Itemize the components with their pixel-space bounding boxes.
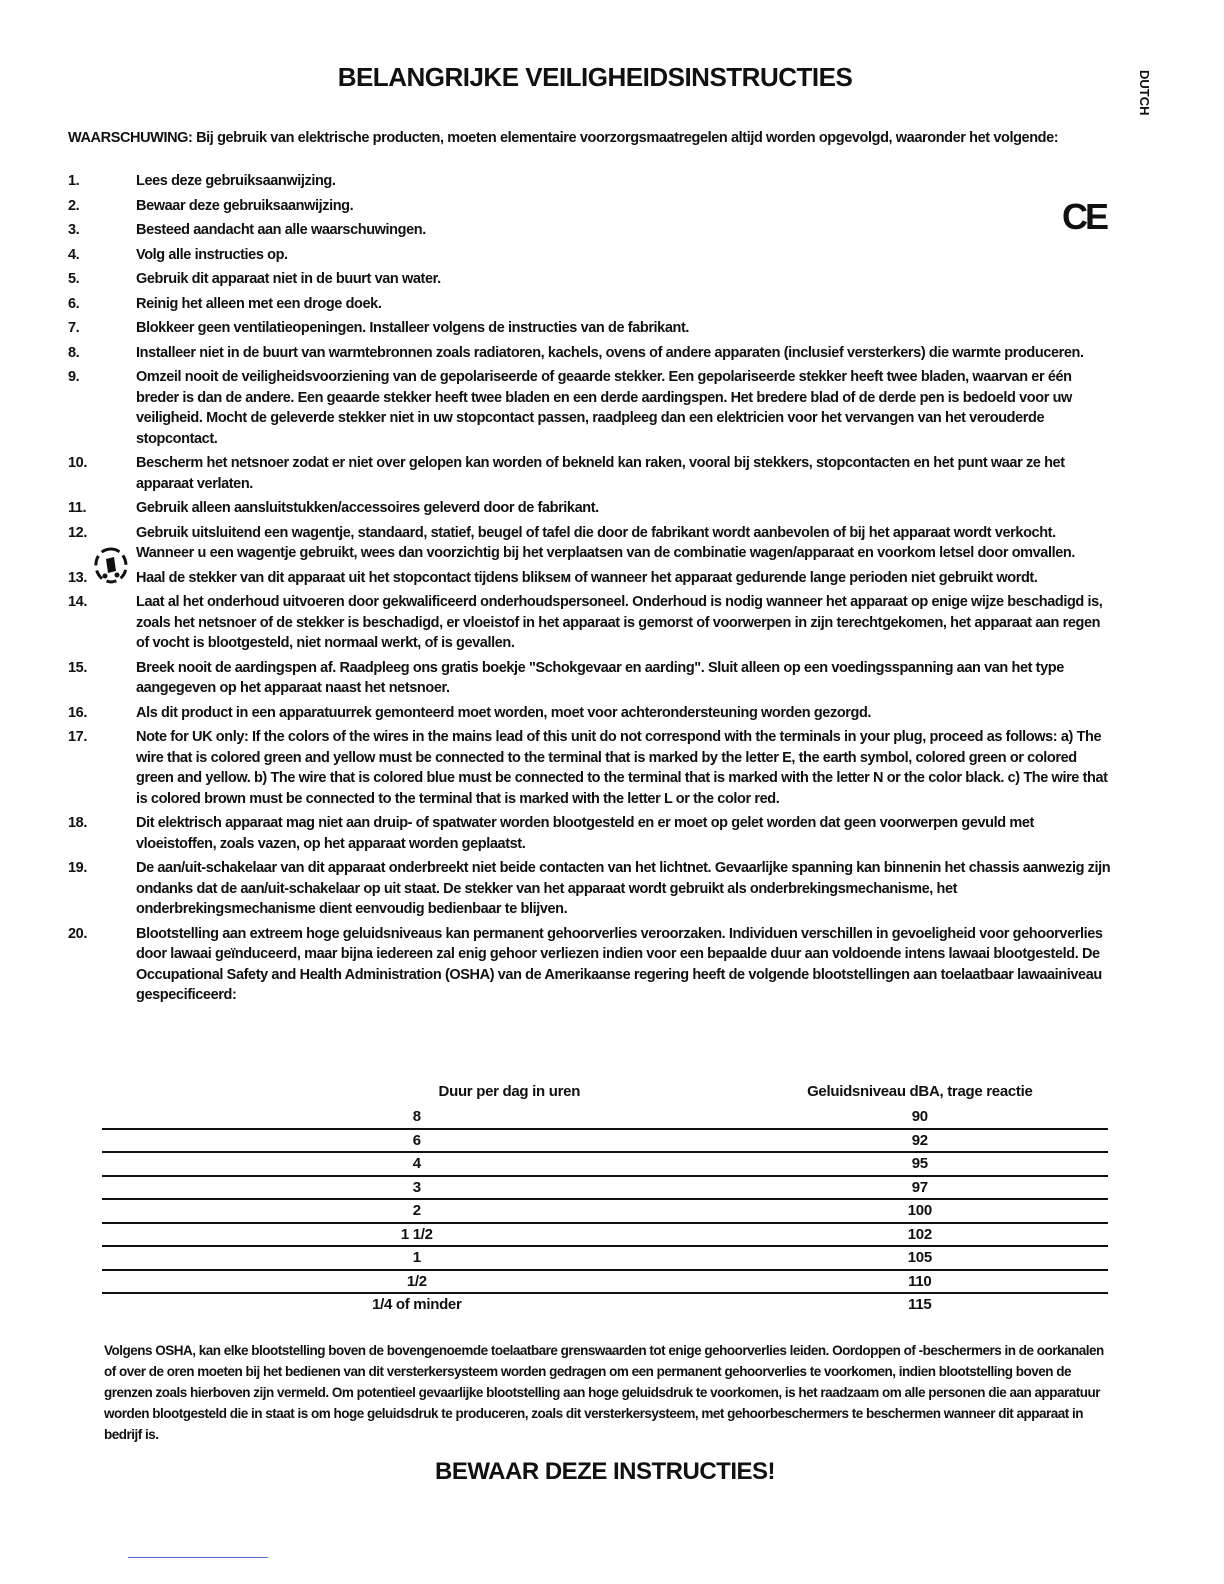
sound-level-cell: 97	[732, 1176, 1108, 1200]
list-item-text: Besteed aandacht aan alle waarschuwingen.	[136, 222, 426, 238]
list-item-number: 18.	[68, 815, 87, 831]
list-item-text: Breek nooit de aardingspen af. Raadpleeg ons gratis boekje "Schokgevaar en aarding". Sluit alleen op een voedingsspanning aan van het type aangegeven op het apparaat naast het netsnoer.	[136, 659, 1064, 696]
list-item-text: De aan/uit-schakelaar van dit apparaat onderbreekt niet beide contacten van het lichtnet. Gevaarlijke spanning kan binnenin het chassis aanwezig zijn ondanks dat de aan/uit-schakelaar op uit staat. De stekker van het apparaat wordt gebruikt als onderbrekingsmechanisme, het onderbrekingsmechanisme dient eenvoudig bedienbaar te blijven.	[136, 860, 1111, 917]
list-item-number: 20.	[68, 925, 87, 942]
table-row	[102, 1106, 1108, 1129]
list-item-number: 15.	[68, 659, 87, 676]
page-title: BELANGRIJKE VEILIGHEIDSINSTRUCTIES	[337, 62, 853, 92]
sound-level-cell: 92	[732, 1129, 1108, 1153]
language-label: DUTCH	[1137, 70, 1152, 116]
list-item-text: Reinig het alleen met een droge doek.	[136, 295, 382, 312]
save-instructions-title: BEWAAR DEZE INSTRUCTIES!	[434, 1458, 775, 1485]
list-item	[68, 294, 1113, 315]
list-item	[68, 367, 1113, 449]
list-item-text: Lees deze gebruiksaanwijzing.	[136, 173, 336, 189]
list-item	[68, 924, 1113, 1006]
list-item-text: Als dit product in een apparatuurrek gemonteerd moet worden, moet voor achterondersteuning worden gezorgd.	[136, 704, 872, 721]
warning-paragraph: WAARSCHUWING: Bij gebruik van elektrische producten, moeten elementaire voorzorgsmaatregelen altijd worden opgevolgd, waaronder het volgende:	[68, 130, 1059, 146]
list-item-number: 14.	[68, 594, 87, 610]
list-item-number: 10.	[68, 455, 87, 471]
table-row	[102, 1270, 1108, 1294]
table-row	[102, 1199, 1108, 1223]
table-row	[102, 1223, 1108, 1247]
list-item	[68, 568, 1113, 589]
cart-tipover-warning-icon	[92, 545, 130, 585]
list-item-text: Laat al het onderhoud uitvoeren door gekwalificeerd onderhoudspersoneel. Onderhoud is nodig wanneer het apparaat op enige wijze beschadigd is, zoals het netsnoer of de stekker is beschadigd, er vloeistof in het apparaat is gemorst of voorwerpen in zijn terechtgekomen, het apparaat aan regen of vocht is blootgesteld, niet normaal werkt, of is gevallen.	[136, 594, 1103, 651]
list-item	[68, 245, 1113, 266]
duration-cell: 8	[102, 1106, 732, 1129]
list-item-text: Bescherm het netsnoer zodat er niet over gelopen kan worden of bekneld kan raken, vooral bij stekkers, stopcontacten en het punt waar ze het apparaat verlaten.	[136, 455, 1065, 492]
table-row	[102, 1246, 1108, 1270]
list-item-number: 5.	[68, 271, 80, 287]
table-row	[102, 1176, 1108, 1200]
list-item-number: 6.	[68, 295, 80, 312]
duration-column-header: Duur per dag in uren	[438, 1082, 581, 1100]
list-item-text: Blokkeer geen ventilatieopeningen. Installeer volgens de instructies van de fabrikant.	[136, 320, 690, 336]
duration-cell: 3	[102, 1176, 732, 1200]
sound-level-cell: 90	[732, 1106, 1108, 1129]
list-item-text: Note for UK only: If the colors of the wires in the mains lead of this unit do not correspond with the terminals in your plug, proceed as follows: a) The wire that is colored green and yellow must be connected to the terminal that is marked by the letter E, the earth symbol, colored green or colored green and yellow. b) The wire that is colored blue must be connected to the terminal that is marked with the letter N or the color black. c) The wire that is colored brown must be connected to the terminal that is marked with the letter L or the color red.	[136, 729, 1108, 807]
instruction-list	[68, 171, 1113, 1010]
list-item	[68, 269, 1113, 290]
list-item-text: Gebruik alleen aansluitstukken/accessoires geleverd door de fabrikant.	[136, 500, 599, 516]
list-item	[68, 220, 1113, 241]
table-header-row	[102, 1076, 1108, 1106]
table-row	[102, 1152, 1108, 1176]
list-item-text: Volg alle instructies op.	[136, 246, 288, 263]
duration-cell: 1 1/2	[102, 1223, 732, 1247]
list-item	[68, 658, 1113, 699]
duration-cell: 4	[102, 1152, 732, 1176]
list-item	[68, 171, 1113, 192]
table-row	[102, 1293, 1108, 1316]
list-item-text: Bewaar deze gebruiksaanwijzing.	[136, 197, 354, 214]
list-item	[68, 343, 1113, 364]
list-item-number: 19.	[68, 860, 87, 876]
list-item-number: 11.	[68, 500, 87, 516]
sound-level-cell: 105	[732, 1246, 1108, 1270]
sound-level-cell: 100	[732, 1199, 1108, 1223]
list-item-number: 4.	[68, 246, 80, 263]
list-item	[68, 318, 1113, 339]
list-item-number: 8.	[68, 344, 80, 361]
sound-level-column-header: Geluidsniveau dBA, trage reactie	[807, 1082, 1033, 1100]
list-item-number: 9.	[68, 369, 80, 385]
list-item-text: Omzeil nooit de veiligheidsvoorziening van de gepolariseerde of geaarde stekker. Een gepolariseerde stekker heeft twee bladen, waarvan er één breder is dan de andere. Een geaarde stekker heeft twee bladen en een derde aardingspen. Het bredere blad of de derde pen is bedoeld voor uw veiligheid. Mocht de geleverde stekker niet in uw stopcontact passen, raadpleeg dan een elektricien voor het vervangen van het verouderde stopcontact.	[136, 369, 1072, 447]
sound-level-cell: 115	[908, 1296, 932, 1314]
list-item-text: Dit elektrisch apparaat mag niet aan druip- of spatwater worden blootgesteld en er moet op gelet worden dat geen voorwerpen gevuld met vloeistoffen, zoals vazen, op het apparaat worden geplaatst.	[136, 815, 1034, 852]
noise-exposure-table	[102, 1076, 1108, 1316]
sound-level-cell: 110	[732, 1270, 1108, 1294]
duration-cell: 1/2	[102, 1270, 732, 1294]
list-item-text: Blootstelling aan extreem hoge geluidsniveaus kan permanent gehoorverlies veroorzaken. Individuen verschillen in gevoeligheid voor gehoorverlies door lawaai geïnduceerd, maar bijna iedereen zal enig gehoor verliezen indien voor een bepaalde duur aan voldoende intens lawaai blootgesteld. De Occupational Safety and Health Administration (OSHA) van de Amerikaanse regering heeft de volgende blootstellingen aan toelaatbaar lawaainiveau gespecificeerd:	[136, 925, 1103, 1003]
list-item	[68, 196, 1113, 217]
list-item-text: Installeer niet in de buurt van warmtebronnen zoals radiatoren, kachels, ovens of andere apparaten (inclusief versterkers) die warmte produceren.	[136, 344, 1084, 361]
osha-note-paragraph: Volgens OSHA, kan elke blootstelling boven de bovengenoemde toelaatbare grenswaarden tot enige gehoorverlies leiden. Oordoppen of -beschermers in de oorkanalen of over de oren moeten bij het bedienen van dit versterkersysteem worden gedragen om een permanent gehoorverlies te voorkomen, indien blootstelling boven de grenzen zoals hierboven zijn vermeld. Om potentieel gevaarlijke blootstelling aan hoge geluidsdruk te voorkomen, is het raadzaam om alle personen die aan apparatuur worden blootgesteld die in staat is om hoge geluidsdruk te produceren, zoals dit versterkersysteem, met gehoorbeschermers te beschermen wanneer dit apparaat in bedrijf is.	[104, 1343, 1104, 1442]
list-item	[68, 453, 1113, 494]
list-item	[68, 703, 1113, 724]
list-item	[68, 727, 1113, 809]
table-body	[102, 1106, 1108, 1316]
list-item-text: Gebruik uitsluitend een wagentje, standaard, statief, beugel of tafel die door de fabrikant wordt aanbevolen of bij het apparaat wordt verkocht. Wanneer u een wagentje gebruikt, wees dan voorzichtig bij het verplaatsen van de combinatie wagen/apparaat en voorkom letsel door omvallen.	[136, 524, 1075, 561]
list-item	[68, 813, 1113, 854]
sound-level-cell: 102	[732, 1223, 1108, 1247]
list-item	[68, 498, 1113, 519]
list-item-number: 7.	[68, 320, 80, 336]
list-item-number: 3.	[68, 222, 80, 238]
duration-cell: 1	[102, 1246, 732, 1270]
list-item-number: 13.	[68, 569, 87, 586]
list-item	[68, 858, 1113, 920]
footer-divider	[128, 1557, 268, 1558]
list-item-number: 2.	[68, 197, 80, 214]
sound-level-cell: 95	[732, 1152, 1108, 1176]
list-item-text: Haal de stekker van dit apparaat uit het stopcontact tijdens blikseм of wanneer het apparaat gedurende lange perioden niet gebruikt wordt.	[136, 569, 1038, 586]
list-item	[68, 592, 1113, 654]
list-item-text: Gebruik dit apparaat niet in de buurt van water.	[136, 271, 441, 287]
ce-mark-icon: CE	[1062, 196, 1107, 237]
duration-cell: 2	[102, 1199, 732, 1223]
list-item-number: 12.	[68, 524, 87, 541]
list-item-number: 16.	[68, 704, 87, 721]
list-item	[68, 523, 1113, 564]
duration-cell: 1/4 of minder	[372, 1296, 462, 1314]
list-item-number: 17.	[68, 729, 87, 745]
list-item-number: 1.	[68, 173, 80, 189]
table-row	[102, 1129, 1108, 1153]
duration-cell: 6	[102, 1129, 732, 1153]
